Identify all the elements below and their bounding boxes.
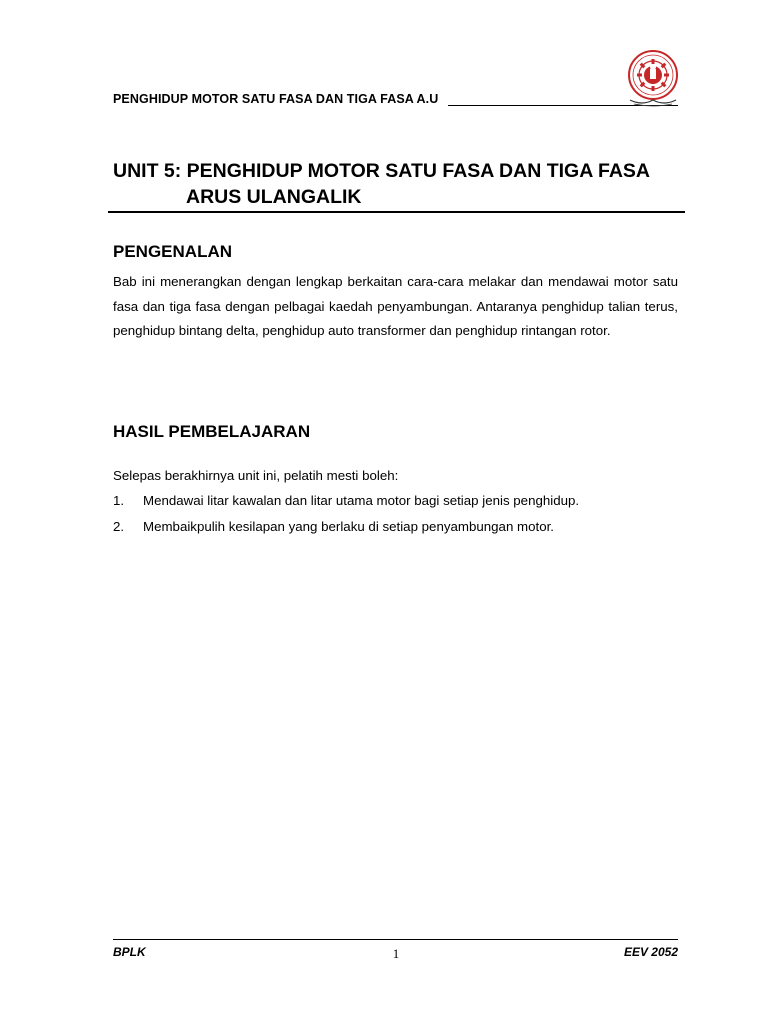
institution-seal-icon [622, 48, 684, 108]
running-header: PENGHIDUP MOTOR SATU FASA DAN TIGA FASA A.U [113, 92, 439, 106]
list-item [113, 517, 579, 543]
list-item [113, 491, 579, 517]
footer-left: BPLK [113, 945, 146, 959]
outcome-list [113, 491, 579, 543]
list-item-text: Membaikpulih kesilapan yang berlaku di setiap penyambungan motor. [143, 519, 554, 534]
intro-heading: PENGENALAN [113, 242, 233, 261]
list-item-number: 2. [113, 519, 125, 534]
title-rule [108, 211, 685, 213]
list-item-text: Mendawai litar kawalan dan litar utama motor bagi setiap jenis penghidup. [143, 493, 580, 508]
unit-title-line2: ARUS ULANGALIK [186, 186, 362, 208]
unit-title-line1: UNIT 5: PENGHIDUP MOTOR SATU FASA DAN TIGA FASA [113, 160, 651, 182]
list-item-number: 1. [113, 493, 125, 508]
outcomes-heading: HASIL PEMBELAJARAN [113, 422, 311, 441]
unit-title [113, 158, 650, 210]
footer-right: EEV 2052 [623, 945, 678, 959]
page-number: 1 [392, 946, 400, 961]
intro-paragraph: Bab ini menerangkan dengan lengkap berkaitan cara-cara melakar dan mendawai motor satu fasa dan tiga fasa dengan pelbagai kaedah penyambungan. Antaranya penghidup talian terus, penghidup bintang delta, penghidup auto transformer dan penghidup rintangan rotor. [113, 274, 678, 338]
footer-rule [113, 939, 678, 940]
outcomes-lead: Selepas berakhirnya unit ini, pelatih mesti boleh: [113, 468, 399, 483]
